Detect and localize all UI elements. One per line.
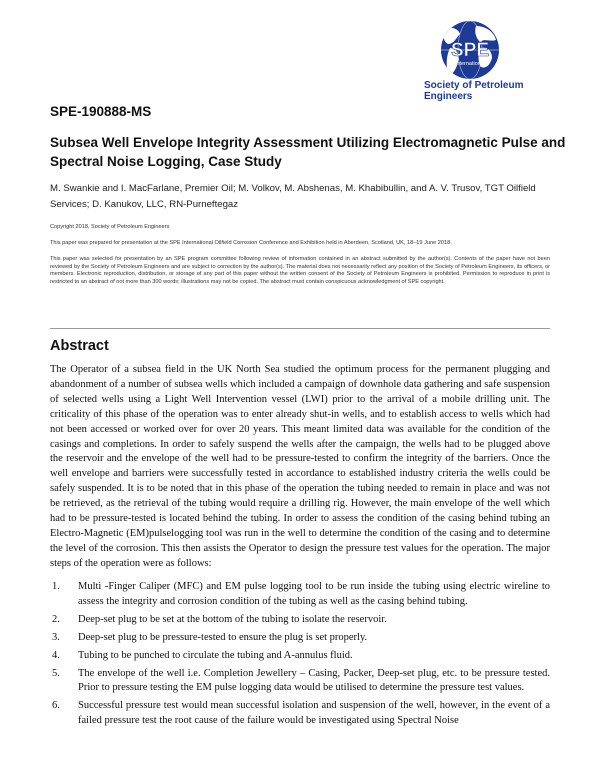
list-item-text: Deep-set plug to be set at the bottom of the tubing to isolate the reservoir. xyxy=(78,613,387,625)
copyright-notice: Copyright 2018, Society of Petroleum Engineers xyxy=(50,224,170,230)
list-item-number: 5. xyxy=(52,667,60,679)
list-item-number: 2. xyxy=(52,613,60,625)
list-item xyxy=(50,699,550,729)
spe-subtitle: International xyxy=(454,61,486,67)
list-item-text: Deep-set plug to be pressure-tested to ensure the plug is set properly. xyxy=(78,631,368,643)
list-item-text: Successful pressure test would mean successful isolation and suspension of the well, however, in the event of a failed pressure test the root cause of the failure would be investigated using Spectral Noise xyxy=(78,700,550,727)
list-item xyxy=(50,613,550,628)
disclaimer-notice: This paper was selected for presentation by an SPE program committee following review of information contained in an abstract submitted by the author(s). Contents of the paper have not been reviewed by the Society of Petroleum Engineers and are subject to correction by the author(s). The material does not necessarily reflect any position of the Society of Petroleum Engineers, its officers, or members. Electronic reproduction, distribution, or storage of any part of this paper without the written consent of the Society of Petroleum Engineers is prohibited. Permission to reproduce in print is restricted to an abstract of not more than 300 words; illustrations may not be copied. The abstract must contain conspicuous acknowledgment of SPE copyright. xyxy=(50,256,550,285)
list-item-number: 6. xyxy=(52,700,60,712)
list-item-number: 4. xyxy=(52,649,60,661)
spe-logo xyxy=(420,20,580,100)
list-item-text: The envelope of the well i.e. Completion Jewellery – Casing, Packer, Deep-set plug, etc. to be pressure tested. Prior to pressure testing the EM pulse logging data would be utilised to determine the pressure test values. xyxy=(78,667,550,694)
list-item-text: Multi -Finger Caliper (MFC) and EM pulse logging tool to be run inside the tubing using electric wireline to assess the integrity and corrosion condition of the tubing as well as the casing behind tubing. xyxy=(78,581,550,607)
operation-steps-list xyxy=(50,580,550,732)
author-list: M. Swankie and I. MacFarlane, Premier Oil; M. Volkov, M. Abshenas, M. Khabibullin, and A. V. Trusov, TGT Oilfield Services; D. Kanukov, LLC, RN-Purneftegaz xyxy=(50,183,536,210)
abstract-body: The Operator of a subsea field in the UK North Sea studied the optimum process for the permanent plugging and abandonment of a number of subsea wells which included a campaign of downhole data gathering and safe suspension of selected wells using a Light Well Intervention vessel (LWI) prior to the arrival of a mobile drilling unit. The criticality of this phase of the operation was to enter already shut-in wells, and to establish access to wells which had not been accessed or worked over for over 20 years. This meant limited data was available for the condition of the casings and completions. In order to safely suspend the wells after the campaign, the wells had to be plugged above the reservoir and the envelope of the well had to be pressure-tested to confirm the integrity of the barriers. Once the well envelope and barriers were successfully tested in accordance to established industry criteria the wells could be safely suspended. It is to be noted that in this phase of the operation the tubing needed to remain in place and was not be retrieved, as the retrieval of the tubing would require a drilling rig. However, the main envelope of the well which had to be pressure-tested is located behind the tubing. In order to assess the condition of the casing behind tubing an Electro-Magnetic (EM)pulselogging tool was run in the well to determine the condition of the casing and to determine the level of the corrosion. This then assists the Operator to design the pressure test values for the operation. The major steps of the operation were as follows: xyxy=(50,364,550,569)
paper-title: Subsea Well Envelope Integrity Assessment Utilizing Electromagnetic Pulse and Spectral Noise Logging, Case Study xyxy=(50,135,566,169)
section-divider xyxy=(50,328,550,329)
list-item-number: 1. xyxy=(52,581,60,592)
paper-id: SPE-190888-MS xyxy=(50,104,152,119)
list-item xyxy=(50,667,550,697)
abstract-heading: Abstract xyxy=(50,338,109,354)
globe-icon xyxy=(420,20,530,82)
list-item-text: Tubing to be punched to circulate the tubing and A-annulus fluid. xyxy=(78,649,353,661)
list-item xyxy=(50,649,550,664)
list-item xyxy=(50,580,550,610)
presentation-notice: This paper was prepared for presentation at the SPE International Oilfield Corrosion Conference and Exhibition held in Aberdeen, Scotland, UK, 18–19 June 2018. xyxy=(50,240,452,246)
list-item-number: 3. xyxy=(52,631,60,643)
society-name: Society of Petroleum Engineers xyxy=(424,80,524,102)
list-item xyxy=(50,631,550,646)
spe-acronym: SPE xyxy=(450,40,490,61)
